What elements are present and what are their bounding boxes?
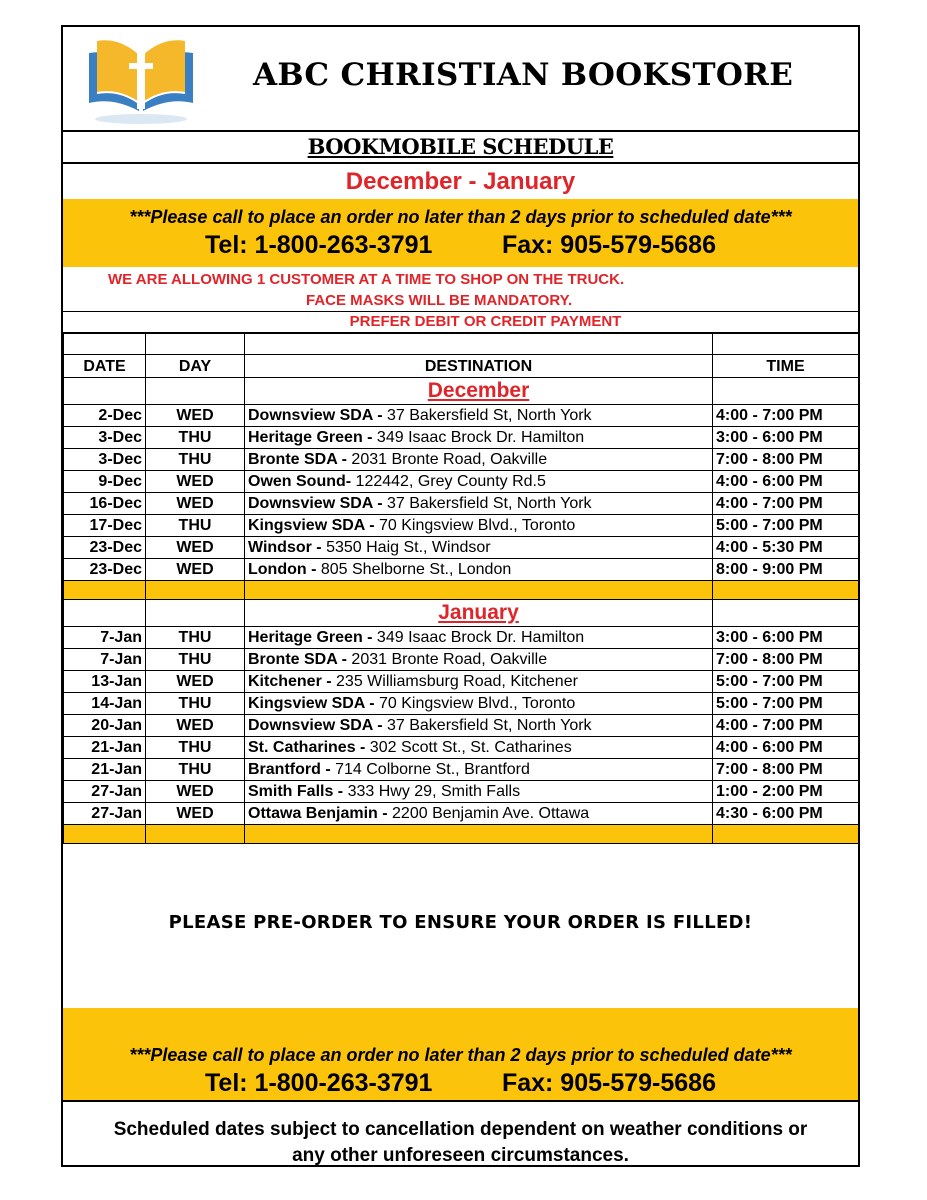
day-cell: WED	[146, 671, 245, 693]
time-cell: 4:00 - 7:00 PM	[713, 715, 859, 737]
empty-cell	[64, 600, 146, 627]
date-cell: 7-Jan	[64, 627, 146, 649]
month-label: January	[245, 600, 713, 627]
phone-number: Tel: 1-800-263-3791	[205, 231, 433, 259]
destination-cell	[245, 737, 713, 759]
table-row	[64, 471, 859, 493]
destination-address: 235 Williamsburg Road, Kitchener	[331, 673, 578, 690]
destination-address: 2031 Bronte Road, Oakville	[346, 451, 548, 468]
notice-line: FACE MASKS WILL BE MANDATORY.	[306, 292, 573, 309]
destination-name: Heritage Green -	[248, 429, 373, 446]
schedule-title: BOOKMOBILE SCHEDULE	[63, 130, 858, 164]
table-row	[64, 515, 859, 537]
destination-cell	[245, 427, 713, 449]
day-cell: WED	[146, 493, 245, 515]
call-notice-text: ***Please call to place an order no later than 2 days prior to scheduled date***	[129, 207, 792, 227]
time-cell: 3:00 - 6:00 PM	[713, 427, 859, 449]
day-cell: WED	[146, 471, 245, 493]
destination-name: Bronte SDA -	[248, 651, 347, 668]
destination-name: London -	[248, 561, 317, 578]
time-cell: 4:00 - 6:00 PM	[713, 471, 859, 493]
destination-address: 805 Shelborne St., London	[316, 561, 512, 578]
destination-cell	[245, 405, 713, 427]
table-row	[64, 649, 859, 671]
destination-name: Windsor -	[248, 539, 322, 556]
table-row	[64, 427, 859, 449]
time-cell: 5:00 - 7:00 PM	[713, 515, 859, 537]
column-header-day: DAY	[146, 355, 245, 378]
destination-name: Smith Falls -	[248, 783, 344, 800]
table-row	[64, 559, 859, 581]
destination-name: Downsview SDA -	[248, 717, 383, 734]
date-cell: 23-Dec	[64, 537, 146, 559]
table-row	[64, 715, 859, 737]
date-cell: 27-Jan	[64, 781, 146, 803]
destination-address: 2200 Benjamin Ave. Ottawa	[387, 805, 590, 822]
day-cell: THU	[146, 759, 245, 781]
destination-address: 349 Isaac Brock Dr. Hamilton	[372, 429, 585, 446]
destination-cell	[245, 515, 713, 537]
contact-line	[63, 1069, 858, 1098]
empty-cell	[245, 581, 713, 600]
destination-name: Kingsview SDA -	[248, 695, 375, 712]
empty-cell	[146, 581, 245, 600]
blank-row	[64, 334, 859, 355]
destination-address: 37 Bakersfield St, North York	[382, 407, 592, 424]
destination-cell	[245, 627, 713, 649]
time-cell: 3:00 - 6:00 PM	[713, 627, 859, 649]
destination-cell	[245, 671, 713, 693]
destination-name: Kitchener -	[248, 673, 332, 690]
destination-address: 70 Kingsview Blvd., Toronto	[374, 695, 576, 712]
date-cell: 3-Dec	[64, 427, 146, 449]
day-cell: THU	[146, 737, 245, 759]
empty-cell	[64, 581, 146, 600]
day-cell: THU	[146, 627, 245, 649]
store-name: ABC CHRISTIAN BOOKSTORE	[253, 57, 794, 93]
destination-name: Bronte SDA -	[248, 451, 347, 468]
day-cell: THU	[146, 649, 245, 671]
table-row	[64, 493, 859, 515]
destination-cell	[245, 449, 713, 471]
open-bible-cross-icon	[83, 31, 199, 127]
schedule-sheet	[61, 25, 860, 1167]
destination-address: 349 Isaac Brock Dr. Hamilton	[372, 629, 585, 646]
date-cell: 9-Dec	[64, 471, 146, 493]
day-cell: WED	[146, 803, 245, 825]
notice-line: WE ARE ALLOWING 1 CUSTOMER AT A TIME TO SHOP ON THE TRUCK.	[108, 271, 625, 288]
empty-cell	[146, 825, 245, 844]
table-row	[64, 671, 859, 693]
time-cell: 7:00 - 8:00 PM	[713, 449, 859, 471]
destination-cell	[245, 759, 713, 781]
month-label: December	[245, 378, 713, 405]
table-row	[64, 449, 859, 471]
disclaimer	[63, 1100, 858, 1167]
table-row	[64, 759, 859, 781]
date-cell: 20-Jan	[64, 715, 146, 737]
day-cell: WED	[146, 559, 245, 581]
empty-cell	[245, 825, 713, 844]
table-row	[64, 803, 859, 825]
month-header-row	[64, 600, 859, 627]
destination-cell	[245, 781, 713, 803]
destination-address: 5350 Haig St., Windsor	[321, 539, 491, 556]
destination-name: St. Catharines -	[248, 739, 366, 756]
destination-address: 122442, Grey County Rd.5	[351, 473, 546, 490]
day-cell: WED	[146, 781, 245, 803]
destination-name: Ottawa Benjamin -	[248, 805, 388, 822]
column-header-date: DATE	[64, 355, 146, 378]
empty-cell	[713, 378, 859, 405]
destination-name: Heritage Green -	[248, 629, 373, 646]
destination-cell	[245, 471, 713, 493]
schedule-table	[63, 333, 859, 844]
day-cell: THU	[146, 515, 245, 537]
empty-cell	[64, 825, 146, 844]
time-cell: 4:00 - 7:00 PM	[713, 493, 859, 515]
time-cell: 4:00 - 6:00 PM	[713, 737, 859, 759]
day-cell: THU	[146, 693, 245, 715]
table-row	[64, 405, 859, 427]
destination-name: Brantford -	[248, 761, 331, 778]
date-cell: 21-Jan	[64, 737, 146, 759]
month-header-row	[64, 378, 859, 405]
date-cell: 2-Dec	[64, 405, 146, 427]
date-cell: 13-Jan	[64, 671, 146, 693]
destination-name: Downsview SDA -	[248, 495, 383, 512]
date-cell: 17-Dec	[64, 515, 146, 537]
fax-number: Fax: 905-579-5686	[501, 231, 716, 259]
covid-notice	[63, 267, 858, 311]
date-cell: 27-Jan	[64, 803, 146, 825]
destination-address: 333 Hwy 29, Smith Falls	[343, 783, 521, 800]
destination-cell	[245, 537, 713, 559]
time-cell: 5:00 - 7:00 PM	[713, 693, 859, 715]
date-cell: 7-Jan	[64, 649, 146, 671]
empty-cell	[713, 825, 859, 844]
time-cell: 7:00 - 8:00 PM	[713, 759, 859, 781]
destination-address: 714 Colborne St., Brantford	[330, 761, 530, 778]
empty-cell	[146, 378, 245, 405]
date-cell: 23-Dec	[64, 559, 146, 581]
day-cell: WED	[146, 405, 245, 427]
time-cell: 4:00 - 5:30 PM	[713, 537, 859, 559]
time-cell: 5:00 - 7:00 PM	[713, 671, 859, 693]
destination-name: Kingsview SDA -	[248, 517, 375, 534]
time-cell: 7:00 - 8:00 PM	[713, 649, 859, 671]
separator-row	[64, 825, 859, 844]
day-cell: WED	[146, 537, 245, 559]
payment-notice: PREFER DEBIT OR CREDIT PAYMENT	[63, 311, 858, 333]
time-cell: 4:30 - 6:00 PM	[713, 803, 859, 825]
table-header-row	[64, 355, 859, 378]
date-cell: 14-Jan	[64, 693, 146, 715]
empty-cell	[64, 378, 146, 405]
contact-line	[63, 231, 858, 260]
table-row	[64, 693, 859, 715]
table-row	[64, 781, 859, 803]
empty-cell	[713, 600, 859, 627]
call-notice-text: ***Please call to place an order no later than 2 days prior to scheduled date***	[129, 1045, 792, 1065]
phone-number: Tel: 1-800-263-3791	[205, 1069, 433, 1097]
call-notice-bottom	[63, 1008, 858, 1100]
separator-row	[64, 581, 859, 600]
destination-address: 37 Bakersfield St, North York	[382, 495, 592, 512]
months-title: December - January	[345, 168, 576, 195]
disclaimer-line: any other unforeseen circumstances.	[292, 1145, 629, 1166]
destination-cell	[245, 493, 713, 515]
column-header-destination: DESTINATION	[245, 355, 713, 378]
destination-cell	[245, 649, 713, 671]
store-header	[63, 27, 858, 132]
day-cell: THU	[146, 427, 245, 449]
fax-number: Fax: 905-579-5686	[501, 1069, 716, 1097]
destination-address: 37 Bakersfield St, North York	[382, 717, 592, 734]
destination-address: 2031 Bronte Road, Oakville	[346, 651, 548, 668]
disclaimer-line: Scheduled dates subject to cancellation dependent on weather conditions or	[113, 1119, 808, 1140]
call-notice-top	[63, 199, 858, 267]
destination-cell	[245, 803, 713, 825]
time-cell: 8:00 - 9:00 PM	[713, 559, 859, 581]
table-row	[64, 537, 859, 559]
table-row	[64, 737, 859, 759]
day-cell: THU	[146, 449, 245, 471]
destination-cell	[245, 715, 713, 737]
destination-address: 302 Scott St., St. Catharines	[365, 739, 572, 756]
time-cell: 4:00 - 7:00 PM	[713, 405, 859, 427]
destination-name: Downsview SDA -	[248, 407, 383, 424]
table-row	[64, 627, 859, 649]
destination-address: 70 Kingsview Blvd., Toronto	[374, 517, 576, 534]
destination-cell	[245, 559, 713, 581]
date-cell: 16-Dec	[64, 493, 146, 515]
destination-cell	[245, 693, 713, 715]
time-cell: 1:00 - 2:00 PM	[713, 781, 859, 803]
date-cell: 3-Dec	[64, 449, 146, 471]
empty-cell	[713, 581, 859, 600]
column-header-time: TIME	[713, 355, 859, 378]
preorder-notice: PLEASE PRE-ORDER TO ENSURE YOUR ORDER IS FILLED!	[168, 912, 753, 933]
date-cell: 21-Jan	[64, 759, 146, 781]
destination-name: Owen Sound-	[248, 473, 352, 490]
empty-cell	[146, 600, 245, 627]
day-cell: WED	[146, 715, 245, 737]
